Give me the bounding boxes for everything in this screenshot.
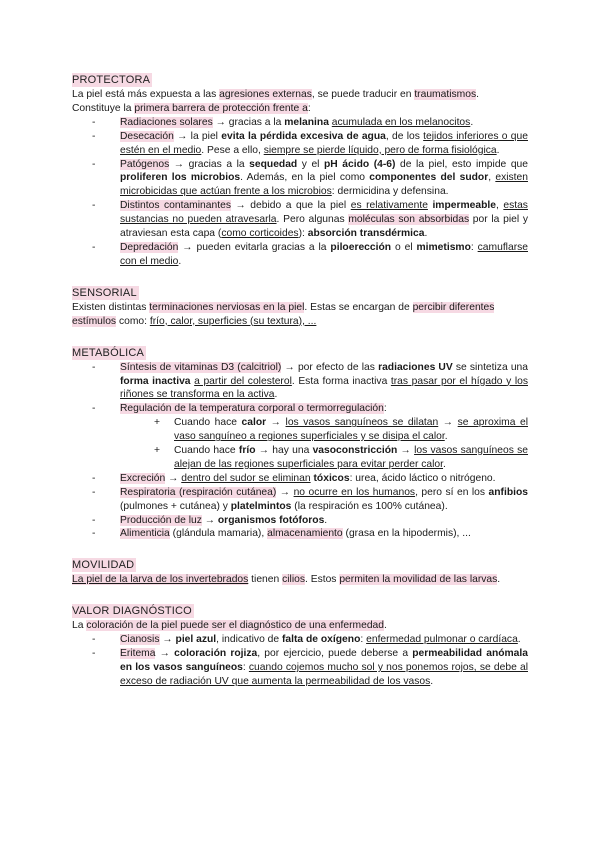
- text-run: .: [274, 389, 278, 401]
- bullet-list: [72, 116, 528, 269]
- text-run: Síntesis de vitaminas D3 (calcitriol): [120, 361, 282, 373]
- section-metabolica: [72, 343, 528, 542]
- text-run: camuflarse con el medio: [120, 241, 528, 267]
- text-run: por la piel y atraviesan esta capa (: [120, 214, 528, 240]
- text-run: melanina: [284, 116, 329, 128]
- paragraph: [72, 88, 528, 116]
- list-item: [120, 527, 528, 541]
- text-run: es relativamente: [350, 200, 428, 212]
- text-run: →: [155, 648, 175, 660]
- list-item: [120, 158, 528, 200]
- text-run: falta de oxígeno: [281, 634, 361, 646]
- text-run: se sintetiza una: [452, 361, 529, 373]
- text-run: o el: [391, 241, 417, 253]
- text-run: .: [178, 255, 182, 267]
- text-run: primera barrera de protección frente a: [134, 102, 308, 114]
- text-run: Depredación: [120, 241, 179, 253]
- list-item: [120, 514, 528, 528]
- text-run: traumatismos: [414, 89, 477, 100]
- text-run: impermeable: [432, 200, 496, 212]
- section-valor-diagnostico: [72, 601, 528, 689]
- text-run: :: [383, 403, 387, 415]
- text-run: Desecación: [120, 130, 174, 142]
- text-run: →: [438, 417, 458, 429]
- text-run: almacenamiento: [267, 528, 343, 540]
- list-item: [120, 472, 528, 486]
- text-run: forma inactiva: [120, 375, 191, 387]
- text-run: no ocurre en los humanos: [293, 486, 416, 498]
- list-item: [120, 130, 528, 158]
- spacer: [72, 541, 528, 555]
- text-run: →: [276, 486, 294, 498]
- text-run: La piel está más expuesta a las: [72, 89, 220, 100]
- text-run: los vasos sanguíneos se dilatan: [285, 417, 439, 429]
- text-run: . Esta forma inactiva: [291, 375, 391, 387]
- text-run: →: [165, 472, 182, 484]
- text-run: tóxicos: [313, 472, 350, 484]
- text-run: → por efecto de las: [281, 361, 379, 373]
- section-heading: MOVILIDAD: [72, 559, 135, 572]
- text-run: . Pero algunas: [276, 214, 349, 226]
- text-run: cuando cojemos mucho sol y nos ponemos rojos, se debe al exceso de radiación UV que aumenta la permeabilidad de los vasos: [120, 662, 528, 687]
- text-run: tienen: [248, 574, 283, 586]
- text-run: dentro del sudor se eliminan: [181, 472, 311, 484]
- text-run: permeabilidad anómala en los vasos sanguíneos: [120, 648, 528, 673]
- text-run: ):: [298, 228, 308, 240]
- spacer: [72, 269, 528, 283]
- text-run: Alimenticia: [120, 528, 170, 540]
- text-run: , pero sí en los: [415, 486, 489, 498]
- text-run: ,: [488, 172, 496, 184]
- bullet-list: [72, 633, 528, 689]
- text-run: Cuando hace: [174, 445, 239, 457]
- text-run: organismos fotóforos: [217, 514, 325, 526]
- text-run: .: [424, 228, 428, 240]
- text-run: como:: [116, 315, 150, 327]
- list-item: [120, 402, 528, 472]
- list-item: [120, 241, 528, 269]
- text-run: existen microbicidas que actúan frente a los microbios: [120, 172, 528, 198]
- text-run: frío, calor, superficies (su textura), ...: [149, 315, 317, 327]
- text-run: Cuando hace: [174, 417, 242, 429]
- text-run: terminaciones nerviosas en la piel: [149, 301, 305, 313]
- text-run: piloerección: [330, 241, 392, 253]
- text-run: ,: [495, 200, 504, 212]
- text-run: a partir del colesterol: [194, 375, 292, 387]
- text-run: (grasa en la hipodermis), ...: [342, 528, 471, 540]
- text-run: . Pese a ello,: [201, 144, 264, 156]
- text-run: La: [72, 620, 87, 632]
- text-run: Cianosis: [120, 634, 160, 646]
- text-run: , se puede traducir en: [311, 89, 415, 100]
- text-run: anfibios: [488, 486, 529, 498]
- text-run: .: [384, 620, 387, 632]
- text-run: : urea, ácido láctico o nitrógeno.: [349, 472, 496, 484]
- text-run: cilios: [282, 574, 305, 586]
- sub-list-item: [174, 416, 528, 444]
- text-run: como corticoides: [221, 228, 299, 240]
- text-run: → la piel: [173, 130, 222, 142]
- paragraph: [72, 573, 528, 587]
- text-run: →: [266, 417, 286, 429]
- text-run: → gracias a la: [212, 116, 285, 128]
- text-run: :: [470, 241, 478, 253]
- text-run: estas sustancias no pueden atravesarla: [120, 200, 528, 226]
- text-run: radiaciones UV: [378, 361, 453, 373]
- text-run: . Constituye la: [72, 89, 479, 114]
- text-run: . Estos: [304, 574, 340, 586]
- text-run: Respiratoria (respiración cutánea): [120, 486, 277, 498]
- text-run: proliferen los microbios: [120, 172, 241, 184]
- text-run: .: [517, 634, 521, 646]
- text-run: , por ejercicio, puede deberse a: [257, 648, 413, 660]
- text-run: :: [307, 102, 311, 114]
- list-item: [120, 486, 528, 514]
- text-run: , de los: [385, 130, 424, 142]
- text-run: → gracias a la: [169, 158, 250, 170]
- text-run: pH ácido (4-6): [324, 158, 396, 170]
- text-run: .: [497, 574, 501, 586]
- text-run: .: [470, 116, 474, 128]
- text-run: (glándula mamaria),: [169, 528, 268, 540]
- section-heading: VALOR DIAGNÓSTICO: [72, 605, 192, 618]
- text-run: →: [201, 514, 218, 526]
- text-run: .: [324, 514, 328, 526]
- text-run: tejidos inferiores o que estén en el medio: [120, 130, 528, 156]
- text-run: , indicativo de: [216, 634, 282, 646]
- section-heading: SENSORIAL: [72, 286, 137, 299]
- text-run: absorción transdérmica: [307, 228, 425, 240]
- text-run: platelmintos: [230, 500, 292, 512]
- spacer: [72, 329, 528, 343]
- text-run: .: [430, 675, 434, 687]
- text-run: . Además, en la piel como: [240, 172, 370, 184]
- text-run: sequedad: [249, 158, 298, 170]
- text-run: vasoconstricción: [312, 445, 398, 457]
- sub-list-item: [174, 444, 528, 472]
- text-run: .: [443, 458, 446, 470]
- list-item: [120, 361, 528, 403]
- text-run: coloración de la piel puede ser el diagnóstico de una enfermedad: [86, 620, 384, 632]
- text-run: Existen distintas: [72, 301, 150, 313]
- text-run: (la respiración es 100% cutánea).: [291, 500, 448, 512]
- text-run: Patógenos: [120, 158, 170, 170]
- text-run: : dermicidina y defensina.: [331, 186, 449, 198]
- text-run: tras pasar por el hígado y los riñones se transforma en la activa: [120, 375, 528, 401]
- text-run: La piel de la larva de los invertebrados: [72, 574, 249, 586]
- bullet-list: [72, 361, 528, 542]
- text-run: y el: [297, 158, 325, 170]
- text-run: evita la pérdida excesiva de agua: [221, 130, 386, 142]
- list-item: [120, 633, 528, 647]
- text-run: agresiones externas: [219, 89, 312, 100]
- text-run: → debido a que la piel: [230, 200, 351, 212]
- text-run: (pulmones + cutánea) y: [120, 500, 231, 512]
- text-run: Regulación de la temperatura corporal o termorregulación: [120, 403, 384, 415]
- section-heading: PROTECTORA: [72, 74, 151, 86]
- text-run: Excreción: [120, 472, 166, 484]
- text-run: acumulada en los melanocitos: [331, 116, 471, 128]
- text-run: siempre se pierde líquido, pero de forma fisiológica: [263, 144, 497, 156]
- text-run: moléculas son absorbidas: [348, 214, 470, 226]
- text-run: percibir diferentes estímulos: [72, 301, 495, 327]
- text-run: . Estas se encargan de: [304, 301, 413, 313]
- text-run: Distintos contaminantes: [120, 200, 231, 212]
- text-run: permiten la movilidad de las larvas: [339, 574, 498, 586]
- text-run: mimetismo: [416, 241, 471, 253]
- section-movilidad: [72, 555, 528, 587]
- text-run: Eritema: [120, 648, 156, 660]
- text-run: de la piel, esto impide que: [395, 158, 528, 170]
- text-run: :: [242, 662, 249, 673]
- text-run: Radiaciones solares: [120, 116, 213, 128]
- list-item: [120, 199, 528, 241]
- text-run: se aproxima el vaso sanguíneo a regiones superficiales y se disipa el calor: [174, 417, 528, 443]
- text-run: .: [444, 431, 448, 443]
- list-item: [120, 116, 528, 130]
- section-heading: METABÓLICA: [72, 346, 145, 359]
- spacer: [72, 587, 528, 601]
- list-item: [120, 647, 528, 689]
- sub-list: [120, 416, 528, 472]
- text-run: los vasos sanguíneos se alejan de las regiones superficiales para evitar perder calor: [174, 445, 529, 470]
- section-sensorial: [72, 283, 528, 329]
- text-run: enfermedad pulmonar o cardíaca: [366, 634, 518, 646]
- text-run: → hay una: [255, 445, 313, 457]
- text-run: piel azul: [175, 634, 217, 646]
- text-run: frío: [238, 445, 256, 457]
- text-run: calor: [241, 417, 267, 429]
- text-run: →: [397, 445, 415, 457]
- list-item-text: [120, 403, 387, 414]
- paragraph: [72, 619, 528, 633]
- paragraph: [72, 301, 528, 329]
- text-run: .: [496, 144, 500, 156]
- text-run: →: [159, 634, 176, 646]
- text-run: Producción de luz: [120, 514, 202, 526]
- text-run: → pueden evitarla gracias a la: [178, 241, 331, 253]
- section-protectora: [72, 70, 528, 269]
- text-run: coloración rojiza: [174, 648, 258, 660]
- text-run: componentes del sudor: [369, 172, 489, 184]
- text-run: :: [360, 634, 367, 646]
